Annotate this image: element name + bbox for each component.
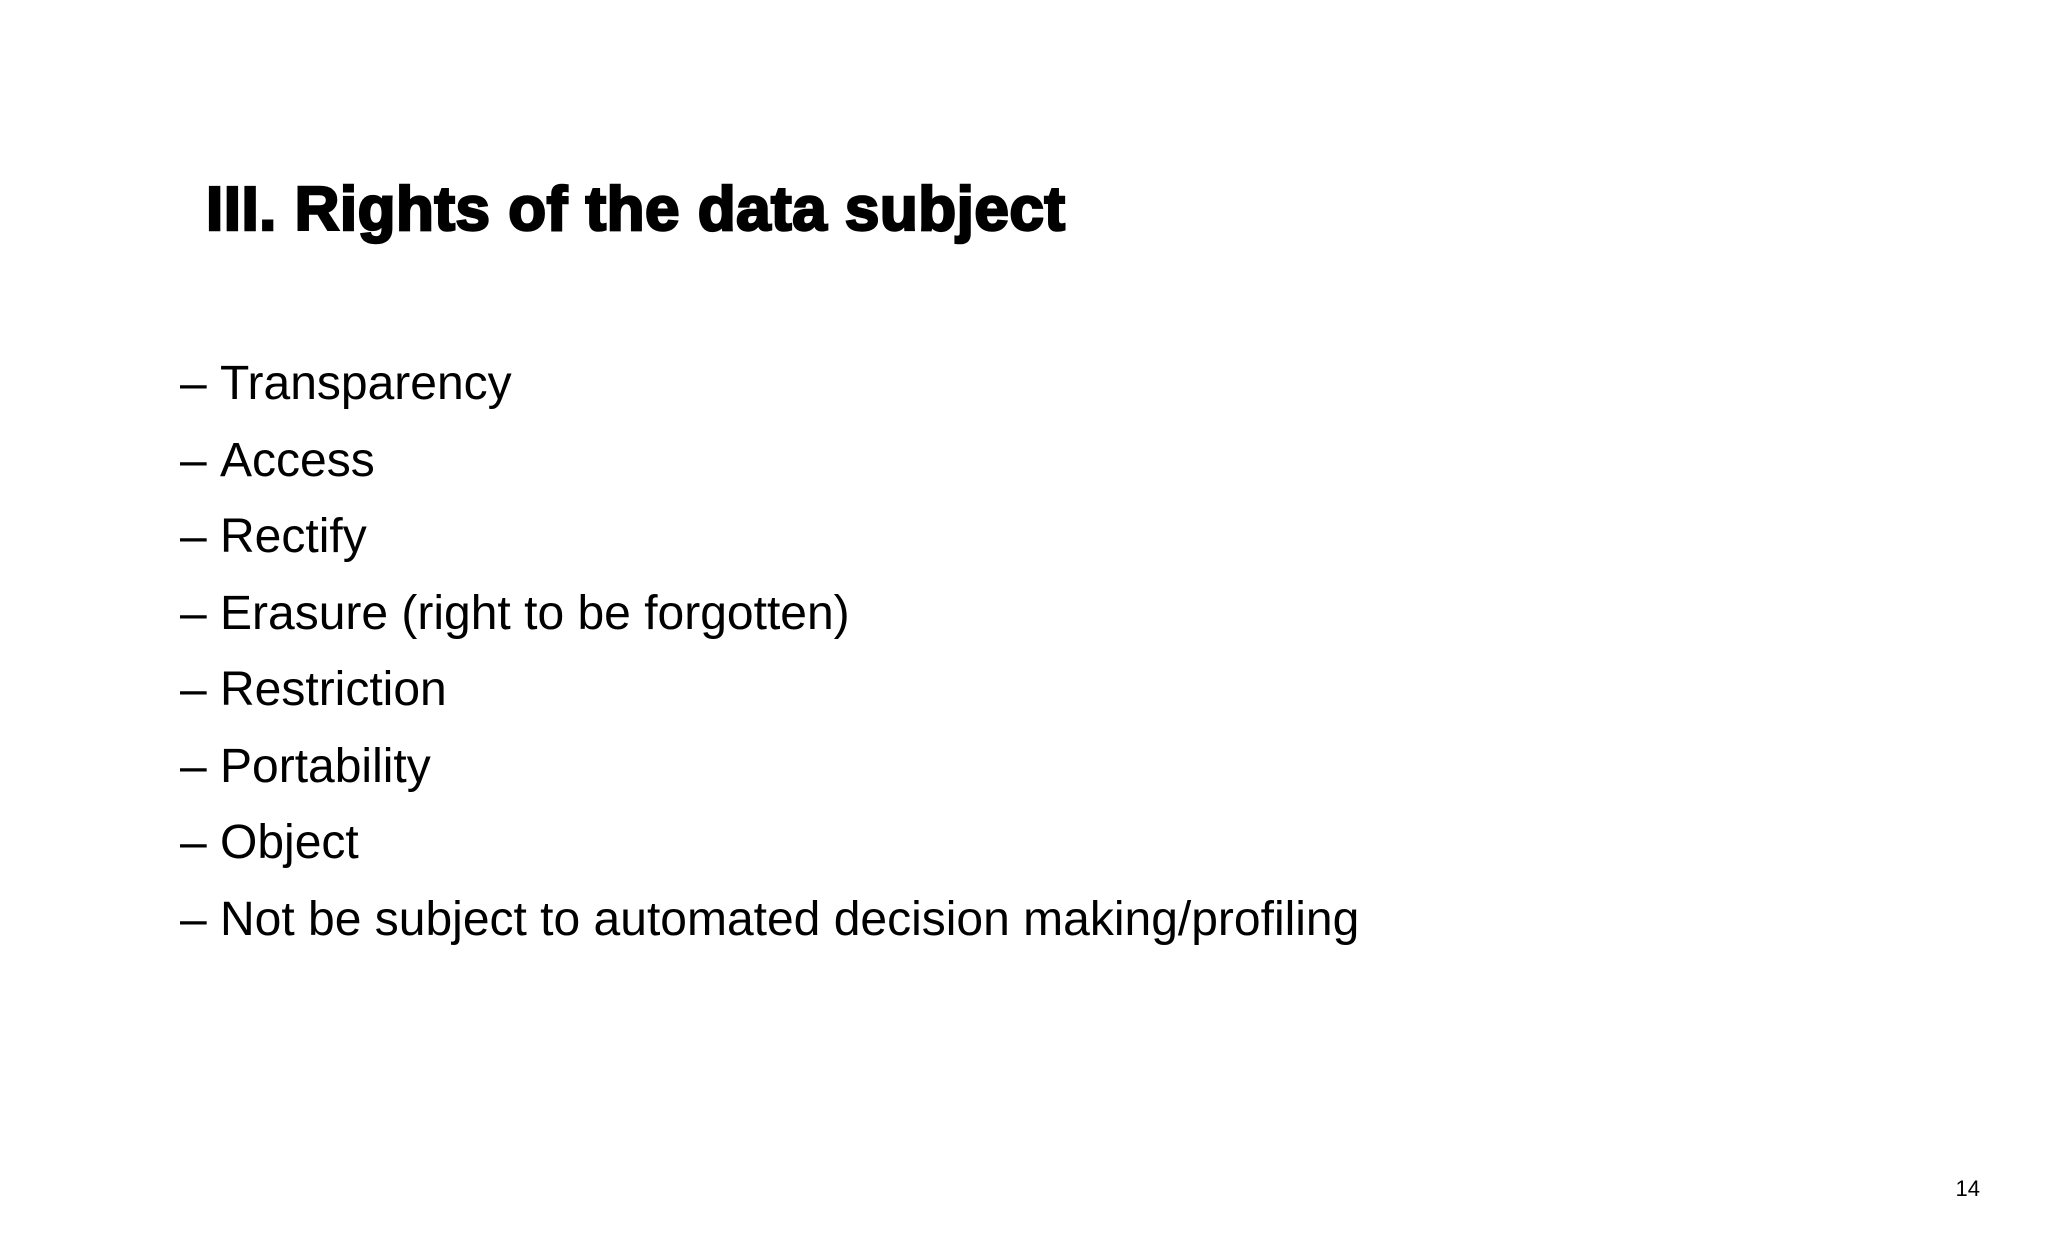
list-item [180,423,1359,500]
list-item [180,499,1359,576]
bullet-dash: – [180,433,207,487]
list-item [180,729,1359,806]
list-item-text: Not be subject to automated decision making/profiling [220,892,1360,946]
bullet-dash: – [180,739,207,793]
list-item [180,346,1359,423]
list-item-text: Transparency [220,357,512,410]
bullet-dash: – [180,663,207,716]
bullet-list [180,346,1359,958]
bullet-dash: – [180,892,207,946]
bullet-dash: – [180,586,207,640]
list-item [180,805,1359,882]
list-item-text: Rectify [220,510,367,563]
list-item-text: Object [220,816,359,869]
list-item-text: Erasure (right to be forgotten) [220,586,850,640]
list-item-text: Portability [220,739,431,793]
slide-title: III. Rights of the data subject [206,175,1066,244]
page-number: 14 [1955,1176,1980,1201]
list-item-text: Restriction [220,663,447,716]
list-item [180,882,1359,959]
bullet-dash: – [180,357,207,410]
list-item [180,576,1359,653]
bullet-dash: – [180,510,207,563]
list-item [180,652,1359,729]
bullet-dash: – [180,816,207,869]
list-item-text: Access [220,433,375,487]
